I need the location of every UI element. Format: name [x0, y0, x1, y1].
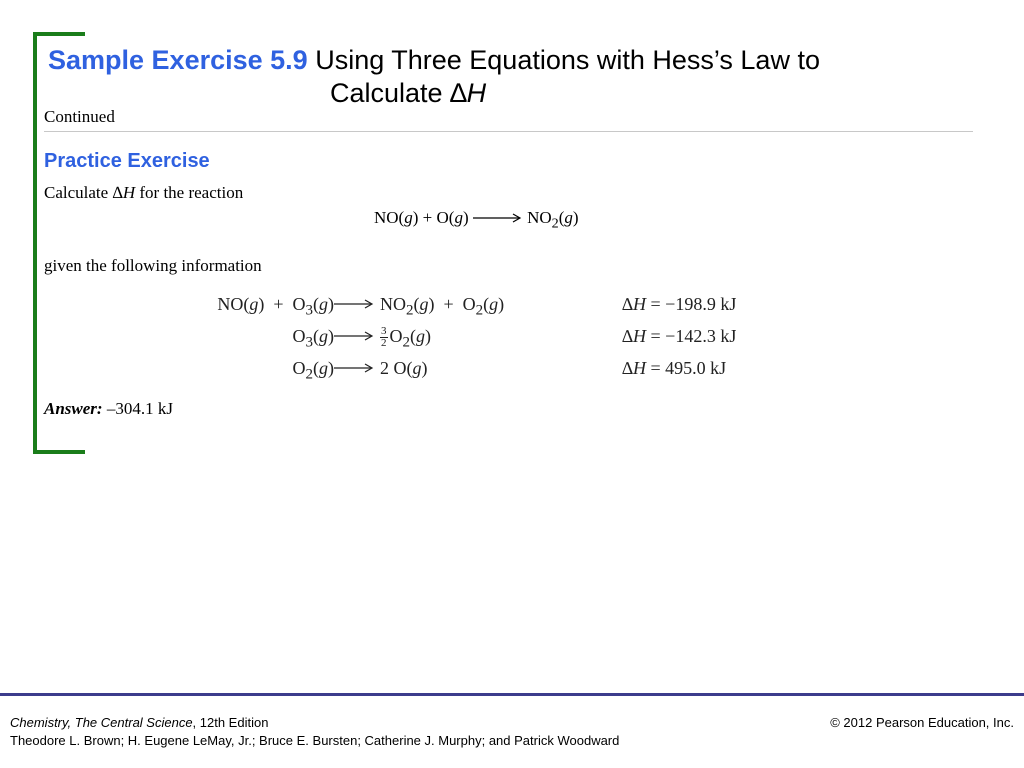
eq1-product-a-open: (: [413, 294, 420, 314]
eq2-arrow-icon: [334, 329, 374, 343]
left-bracket-bar: [33, 32, 37, 454]
footer-authors: Theodore L. Brown; H. Eugene LeMay, Jr.; Bruce E. Bursten; Catherine J. Murphy; and Patrick Woodward: [10, 733, 620, 748]
bracket-bottom-tick: [33, 450, 85, 454]
eq2-delta: ∆: [622, 326, 634, 346]
equation-table: [200, 292, 780, 388]
plus-sign: +: [418, 208, 437, 227]
bracket-top-tick: [33, 32, 85, 36]
eq1-dh-value: = −198.9 kJ: [646, 294, 737, 314]
eq3-reactant: O: [292, 358, 306, 378]
eq1-delta: ∆: [622, 294, 634, 314]
footer-book-title: Chemistry, The Central Science: [10, 715, 193, 730]
slide-title: [48, 44, 928, 110]
eq3-product-state: g: [412, 358, 422, 378]
eq2-dh-value: = −142.3 kJ: [646, 326, 737, 346]
answer-label: Answer:: [44, 399, 103, 418]
equation-reactants: [293, 358, 335, 384]
eq1-arrow-icon: [334, 297, 374, 311]
eq1-reactant-a: NO(: [217, 294, 250, 314]
product-1: NO: [527, 208, 552, 227]
reactant-1: NO(: [374, 208, 405, 227]
eq3-dh-value: = 495.0 kJ: [646, 358, 727, 378]
enthalpy-change: [622, 326, 736, 347]
reactant-1-close: ): [412, 208, 419, 227]
footer-edition: , 12th Edition: [192, 715, 269, 730]
eq3-reactant-open: (: [313, 358, 319, 378]
equation-reactants: [217, 294, 334, 320]
product-1-close: ): [572, 208, 579, 227]
calc-prefix: Calculate ∆: [44, 183, 123, 202]
eq1-product-b-open: (: [483, 294, 490, 314]
equation-row: [200, 326, 780, 354]
practice-exercise-heading: Practice Exercise: [44, 150, 210, 172]
enthalpy-change: [622, 358, 726, 379]
enthalpy-change: [622, 294, 736, 315]
reactant-2: O(: [436, 208, 455, 227]
eq1-product-b-sub: 2: [475, 302, 484, 319]
footer-copyright: © 2012 Pearson Education, Inc.: [830, 715, 1014, 730]
eq2-reactant-open: (: [313, 326, 319, 346]
product-1-open: (: [558, 208, 565, 227]
eq2-product-close: ): [425, 326, 431, 346]
eq1-product-a: NO: [380, 294, 406, 314]
eq3-reactant-close: ): [328, 358, 334, 378]
continued-label: Continued: [44, 107, 115, 126]
title-line2-prefix: Calculate ∆: [330, 78, 467, 108]
eq1-reactant-b: O: [292, 294, 306, 314]
footer-citation: [10, 714, 619, 750]
eq3-dh-var: H: [633, 358, 647, 378]
eq1-product-b: O: [462, 294, 476, 314]
eq1-product-b-close: ): [498, 294, 505, 314]
eq2-product-state: g: [416, 326, 425, 346]
product-1-state: g: [564, 208, 573, 227]
equation-row: [200, 358, 780, 386]
equation-products: [380, 294, 504, 320]
eq2-reactant-sub: 3: [305, 334, 313, 351]
title-exercise-number: Sample Exercise 5.9: [48, 45, 308, 75]
eq3-delta: ∆: [622, 358, 634, 378]
eq3-product-close: ): [421, 358, 428, 378]
eq1-product-a-close: ): [428, 294, 435, 314]
title-description: Using Three Equations with Hess’s Law to: [315, 45, 820, 75]
reaction-arrow-icon: [473, 213, 523, 223]
title-line2: [48, 77, 928, 110]
header-divider: [44, 131, 973, 132]
eq1-plus-2: +: [434, 294, 463, 314]
eq1-reactant-a-state: g: [249, 294, 259, 314]
reactant-2-state: g: [454, 208, 463, 227]
eq1-reactant-b-close: ): [328, 294, 334, 314]
title-line2-var: H: [466, 78, 487, 108]
eq3-product: 2 O(: [380, 358, 413, 378]
eq1-product-a-sub: 2: [406, 302, 414, 319]
eq2-reactant-close: ): [328, 326, 334, 346]
answer-value: –304.1 kJ: [102, 399, 173, 418]
calc-suffix: for the reaction: [135, 183, 244, 202]
eq3-reactant-state: g: [319, 358, 328, 378]
eq1-product-b-state: g: [489, 294, 499, 314]
equation-products: [380, 358, 428, 379]
equation-products: [380, 326, 431, 352]
footer-book-line: [10, 714, 619, 732]
target-reaction: [374, 208, 579, 232]
coefficient-fraction: [380, 326, 388, 349]
eq1-reactant-b-state: g: [319, 294, 328, 314]
eq2-product: O: [389, 326, 403, 346]
calc-var: H: [122, 183, 136, 202]
footer-divider: [0, 693, 1024, 696]
eq1-dh-var: H: [633, 294, 647, 314]
eq1-product-a-state: g: [419, 294, 429, 314]
equation-row: [200, 294, 780, 322]
equation-reactants: [293, 326, 335, 352]
calculate-instruction: [44, 183, 243, 203]
eq1-reactant-b-sub: 3: [305, 302, 313, 319]
eq2-reactant-state: g: [319, 326, 328, 346]
given-information-text: given the following information: [44, 256, 262, 275]
eq3-arrow-icon: [334, 361, 374, 375]
product-1-subscript: 2: [551, 215, 559, 232]
eq2-product-open: (: [410, 326, 416, 346]
reactant-2-close: ): [462, 208, 469, 227]
eq2-product-sub: 2: [402, 334, 410, 351]
fraction-denominator: 2: [381, 337, 387, 350]
reactant-1-state: g: [404, 208, 413, 227]
eq1-reactant-b-open: (: [313, 294, 319, 314]
fraction-numerator: 3: [381, 325, 387, 338]
eq2-dh-var: H: [633, 326, 647, 346]
answer-line: [44, 399, 173, 419]
eq3-reactant-sub: 2: [305, 366, 313, 383]
eq1-plus-1: +: [264, 294, 293, 314]
eq2-reactant: O: [292, 326, 306, 346]
eq1-reactant-a-close: ): [258, 294, 265, 314]
